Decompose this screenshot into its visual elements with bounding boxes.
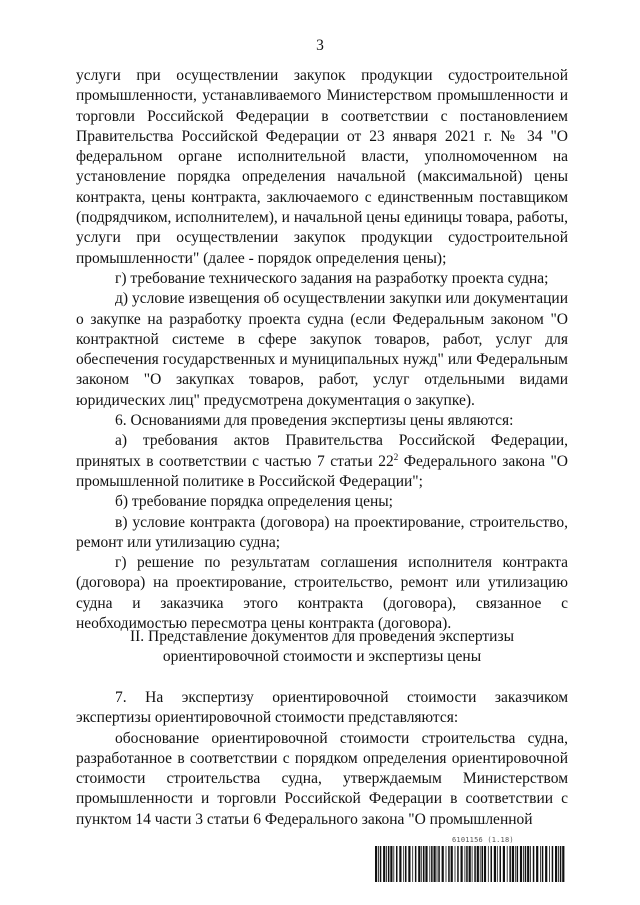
barcode-bar: [525, 846, 527, 882]
barcode-bar: [507, 846, 508, 882]
barcode-bar: [491, 846, 493, 882]
barcode-bar: [497, 846, 498, 882]
barcode-bar: [482, 846, 484, 882]
barcode-bar: [408, 846, 410, 882]
barcode-bar: [500, 846, 502, 882]
document-code: 6101156 (1.18): [452, 836, 514, 844]
paragraph-item-d: д) условие извещения об осуществлении закупки или документации о закупке на разработку проекта судна (если Федеральным законом "О контрактной системе в сфере закупок товаров, работ, услуг для обеспечения государственных и муниципальных нужд" или Федеральным законом "О закупках товаров, работ, услуг отдельными видами юридических лиц" предусмотрена документация о закупке).: [76, 290, 568, 409]
barcode-bar: [418, 846, 420, 882]
document-body: [76, 66, 568, 634]
barcode-bar: [509, 846, 511, 882]
paragraph-clause-7: 7. На экспертизу ориентировочной стоимости заказчиком экспертизы ориентировочной стоимости представляются:: [76, 689, 568, 727]
barcode-bar: [477, 846, 479, 882]
paragraph-item-a: [76, 431, 568, 492]
paragraph-justification: обоснование ориентировочной стоимости строительства судна, разработанное в соответствии с порядком определения ориентировочной стоимости строительства судна, утверждаемым Министерством промышленности и торговли Российской Федерации в соответствии с пунктом 14 части 3 статьи 6 Федерального закона "О промышленной: [76, 729, 568, 828]
barcode-bar: [562, 846, 564, 882]
barcode-bar: [466, 846, 468, 882]
barcode-bar: [465, 846, 466, 882]
barcode-bar: [383, 846, 385, 882]
item-a-text: а) требования актов Правительства Российской Федерации, принятых в соответствии с частью 7 статьи 22: [76, 432, 568, 470]
barcode-bar: [512, 846, 514, 882]
barcode-bar: [446, 846, 447, 882]
barcode-bar: [423, 846, 425, 882]
barcode-bar: [560, 846, 562, 882]
barcode-bar: [375, 846, 377, 882]
barcode-bar: [545, 846, 547, 882]
barcode-bar: [434, 846, 436, 882]
barcode-bar: [393, 846, 394, 882]
barcode-bar: [451, 846, 453, 882]
section-heading-line2: ориентировочной стоимости и экспертизы цены: [162, 648, 482, 666]
page-number: 3: [316, 37, 324, 54]
barcode-bar: [542, 846, 544, 882]
barcode-bar: [520, 846, 522, 882]
barcode-bar: [388, 846, 390, 882]
barcode-bar: [480, 846, 481, 882]
paragraph-item-g2: г) решение по результатам соглашения исполнителя контракта (договора) на проектирование, строительство, ремонт или утилизацию судна и заказчика этого контракта (договора), связанное с необходимостью пересмотра цены контракта (договора).: [76, 554, 568, 633]
barcode-bar: [533, 846, 535, 882]
barcode-bar: [412, 846, 413, 882]
barcode-bar: [517, 846, 519, 882]
barcode-bar: [431, 846, 433, 882]
barcode-bar: [448, 846, 450, 882]
barcode-bar: [425, 846, 427, 882]
item-a-superscript: 2: [393, 451, 399, 462]
barcode-bar: [523, 846, 524, 882]
item-a-text-end: Федерального закона "О промышленной политике в Российской Федерации";: [76, 452, 568, 490]
barcode-bar: [438, 846, 440, 882]
paragraph-continuation: услуги при осуществлении закупок продукции судостроительной промышленности, устанавливаемого Министерством промышленности и торговли Российской Федерации в соответствии с постановлением Правительства Российской Федерации от 23 января 2021 г. № 34 "О федеральном органе исполнительной власти, уполномоченном на установление порядка определения начальной (максимальной) цены контракта, цены контракта, заключаемого с единственным поставщиком (подрядчиком, исполнителем), и начальной цены единицы товара, работы, услуги при осуществлении закупок продукции судостроительной промышленности" (далее - порядок определения цены);: [76, 67, 568, 267]
barcode-bar: [437, 846, 438, 882]
barcode-bar: [503, 846, 505, 882]
barcode-bar: [461, 846, 463, 882]
barcode-bar: [396, 846, 398, 882]
barcode-bar: [386, 846, 387, 882]
barcode-bar: [552, 846, 554, 882]
barcode-bar: [540, 846, 541, 882]
barcode-bar: [442, 846, 444, 882]
section-body: [76, 688, 568, 830]
barcode-bar: [488, 846, 489, 882]
barcode-bar: [515, 846, 516, 882]
paragraph-item-b: б) требование порядка определения цены;: [115, 493, 393, 511]
barcode-bar: [390, 846, 392, 882]
barcode-bar: [405, 846, 407, 882]
barcode-bar: [457, 846, 459, 882]
barcode-bar: [455, 846, 456, 882]
barcode-bar: [469, 846, 471, 882]
barcode-bar: [536, 846, 538, 882]
barcode-bar: [494, 846, 496, 882]
barcode-bar: [527, 846, 529, 882]
barcode-bar: [378, 846, 379, 882]
barcode-bar: [530, 846, 531, 882]
barcode-bar: [421, 846, 422, 882]
section-heading-line1: II. Представление документов для проведения экспертизы: [129, 628, 515, 645]
paragraph-item-g: г) требование технического задания на разработку проекта судна;: [115, 269, 549, 287]
barcode-bar: [429, 846, 430, 882]
barcode-bar: [403, 846, 404, 882]
paragraph-item-v: в) условие контракта (договора) на проектирование, строительство, ремонт или утилизацию судна;: [76, 513, 568, 551]
barcode-bar: [555, 846, 557, 882]
barcode-bar: [399, 846, 401, 882]
paragraph-clause-6: 6. Основаниями для проведения экспертизы цены являются:: [115, 412, 514, 430]
barcode-bar: [415, 846, 417, 882]
barcode-image: [375, 846, 565, 882]
barcode-bar: [380, 846, 382, 882]
barcode-bar: [558, 846, 559, 882]
barcode-bar: [549, 846, 550, 882]
barcode-bar: [484, 846, 486, 882]
section-heading: [76, 627, 568, 668]
barcode-bar: [474, 846, 476, 882]
barcode-bar: [472, 846, 473, 882]
